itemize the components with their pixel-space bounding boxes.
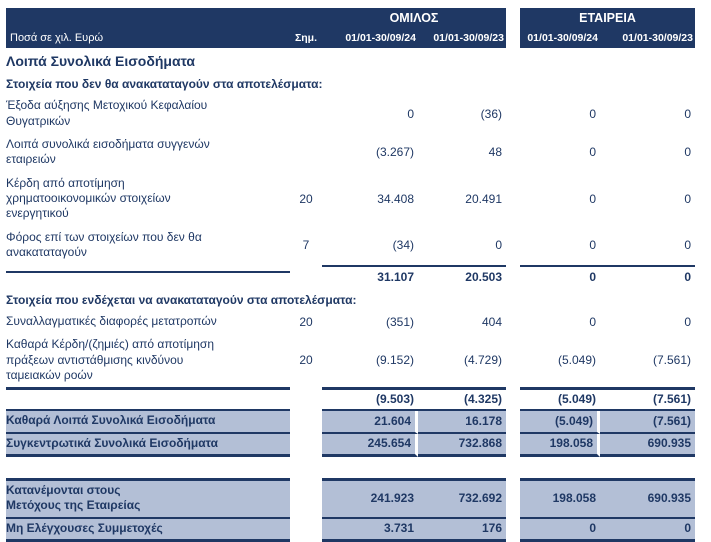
column-gap [506, 356, 520, 365]
note-value [290, 148, 322, 157]
table-row [6, 133, 697, 172]
note-value: 20 [299, 314, 313, 329]
table-header [6, 8, 697, 48]
column-gap [506, 317, 520, 326]
value-group-current: 31.107 [322, 265, 418, 288]
table-row [6, 94, 697, 133]
group-header-block [6, 8, 506, 48]
subheader-row [6, 28, 506, 48]
value-group-current: 241.923 [322, 478, 418, 519]
value-group-current: 21.604 [322, 411, 418, 433]
statement-title: Λοιπά Συνολικά Εισοδήματα [6, 53, 196, 69]
company-column-header: ΕΤΑΙΡΕΙΑ [579, 11, 636, 25]
value-group-current: (9.503) [322, 387, 418, 411]
value-group-prior: 0 [495, 238, 502, 253]
note-value: 20 [299, 191, 313, 206]
value-company-prior: 690.935 [600, 478, 695, 519]
value-group-current: (34) [392, 238, 414, 253]
table-row [6, 310, 697, 333]
row-label: Κατανέμονται στους Μετόχους της Εταιρείας [6, 478, 290, 519]
row-label [6, 387, 290, 411]
group-column-header: ΟΜΙΛΟΣ [389, 11, 439, 25]
value-group-prior: (4.325) [418, 387, 506, 411]
subheader-row [520, 28, 695, 48]
value-group-current: 0 [407, 106, 414, 121]
value-company-prior: 0 [684, 238, 691, 253]
value-company-prior: 0 [600, 265, 695, 288]
value-company-current: 0 [589, 314, 596, 329]
table-body [6, 48, 697, 542]
column-gap [506, 194, 520, 203]
value-group-prior: 20.503 [418, 265, 506, 288]
table-row [6, 265, 697, 288]
value-company-prior: 0 [684, 314, 691, 329]
spacer-row [6, 457, 697, 478]
note-value [290, 272, 322, 280]
value-company-current: (5.049) [557, 353, 596, 368]
value-group-current: (3.267) [375, 145, 414, 160]
value-company-prior: (7.561) [652, 353, 691, 368]
value-group-prior: 732.868 [418, 434, 506, 457]
group-period-prior-header: 01/01-30/09/23 [433, 32, 504, 44]
row-label: Μη Ελέγχουσες Συμμετοχές [6, 519, 290, 542]
row-label [6, 271, 290, 281]
section-heading: Στοιχεία που δεν θα ανακαταταγούν στα αποτελέσματα: [6, 76, 323, 91]
table-row [6, 172, 697, 226]
value-company-current: 198.058 [520, 478, 600, 519]
note-value [290, 519, 322, 542]
row-label: Κέρδη από αποτίμηση χρηματοοικονομικών στοιχείων ενεργητικού [6, 175, 171, 221]
value-company-prior: (7.561) [600, 387, 695, 411]
amounts-caption: Ποσά σε χιλ. Ευρώ [10, 32, 104, 44]
table-row [6, 478, 697, 519]
table-row [6, 48, 697, 72]
column-gap [506, 148, 520, 157]
value-company-prior: (7.561) [600, 411, 695, 433]
value-company-prior: 0 [684, 145, 691, 160]
company-period-prior-header: 01/01-30/09/23 [622, 32, 693, 44]
value-group-current: (351) [385, 314, 414, 329]
value-company-prior: 0 [684, 106, 691, 121]
value-company-current: 0 [589, 145, 596, 160]
value-group-current: 34.408 [377, 191, 414, 206]
value-company-current: (5.049) [520, 411, 600, 433]
financial-statement-table [6, 8, 697, 542]
row-label: Καθαρά Κέρδη/(ζημιές) από αποτίμηση πράξεων αντιστάθμισης κινδύνου ταμειακών ροών [6, 337, 215, 382]
column-gap [506, 411, 520, 433]
table-row [6, 387, 697, 411]
column-gap [506, 109, 520, 118]
value-company-prior: 0 [684, 191, 691, 206]
value-company-prior: 690.935 [600, 434, 695, 457]
value-company-current: 0 [589, 191, 596, 206]
note-value [290, 109, 322, 118]
note-value [290, 434, 322, 457]
table-row [6, 288, 697, 310]
table-row [6, 72, 697, 94]
value-group-prior: 20.491 [465, 191, 502, 206]
value-company-current: 0 [520, 519, 600, 542]
column-gap [506, 434, 520, 457]
note-value: 20 [299, 353, 313, 368]
column-gap [506, 272, 520, 280]
table-row [6, 226, 697, 265]
group-header-row [6, 8, 506, 28]
value-company-current: 0 [589, 106, 596, 121]
company-period-current-header: 01/01-30/09/24 [527, 32, 598, 44]
row-label: Λοιπά συνολικά εισοδήματα συγγενών εταιρειών [6, 136, 210, 167]
value-company-current: 0 [520, 265, 600, 288]
column-gap [506, 519, 520, 542]
value-group-current: 245.654 [322, 434, 418, 457]
value-group-current: 3.731 [322, 519, 418, 542]
table-row [6, 411, 697, 433]
value-company-current: (5.049) [520, 387, 600, 411]
row-label: Καθαρά Λοιπά Συνολικά Εισοδήματα [6, 411, 290, 433]
column-gap [506, 478, 520, 519]
table-row [6, 333, 697, 387]
table-row [6, 434, 697, 457]
value-group-prior: 176 [418, 519, 506, 542]
value-group-prior: 16.178 [418, 411, 506, 433]
row-label: Φόρος επί των στοιχείων που δεν θα ανακαταταγούν [6, 229, 202, 260]
section-heading: Στοιχεία που ενδέχεται να ανακαταταγούν στα αποτελέσματα: [6, 292, 357, 307]
note-value [290, 478, 322, 519]
group-period-current-header: 01/01-30/09/24 [345, 32, 416, 44]
value-group-prior: 732.692 [418, 478, 506, 519]
column-gap [506, 241, 520, 250]
row-label: Συναλλαγματικές διαφορές μετατροπών [6, 313, 217, 328]
value-group-current: (9.152) [375, 353, 414, 368]
value-company-current: 198.058 [520, 434, 600, 457]
note-column-header: Σημ. [294, 32, 318, 44]
value-company-prior: 0 [600, 519, 695, 542]
value-group-prior: 404 [481, 314, 502, 329]
value-group-prior: (4.729) [463, 353, 502, 368]
company-header-row [520, 8, 695, 28]
header-gap [506, 8, 520, 48]
note-value [290, 411, 322, 433]
note-value: 7 [302, 238, 310, 253]
column-gap [506, 396, 520, 402]
value-group-prior: 48 [488, 145, 502, 160]
value-company-current: 0 [589, 238, 596, 253]
value-group-prior: (36) [480, 106, 502, 121]
row-label: Έξοδα αύξησης Μετοχικού Κεφαλαίου Θυγατρικών [6, 98, 208, 128]
note-value [290, 396, 322, 402]
row-label: Συγκεντρωτικά Συνολικά Εισοδήματα [6, 434, 290, 457]
company-header-block [520, 8, 695, 48]
table-row [6, 519, 697, 542]
